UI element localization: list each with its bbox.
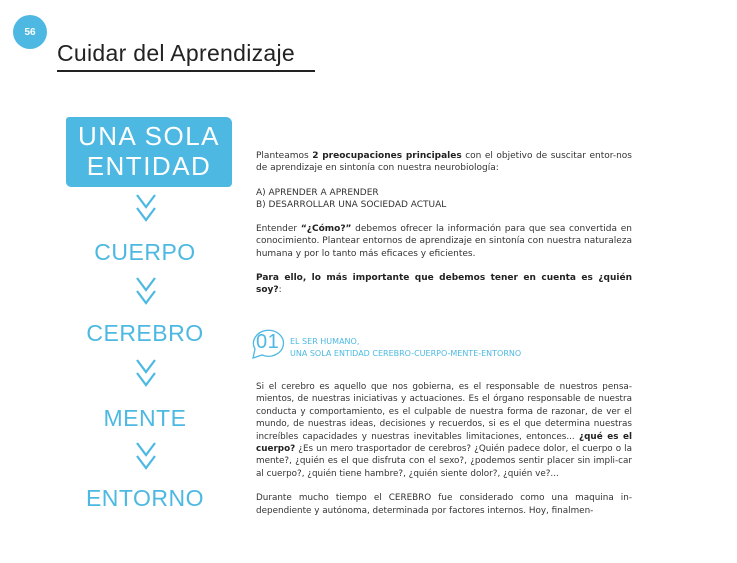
- section-heading: [250, 327, 650, 367]
- list-item-b: B) DESARROLLAR UNA SOCIEDAD ACTUAL: [256, 199, 447, 210]
- body-paragraph: [256, 381, 632, 480]
- text-run: Planteamos: [256, 151, 313, 161]
- double-chevron-icon: [133, 276, 159, 308]
- text-bold: ¿qué es el cuerpo?: [256, 431, 632, 455]
- text-bold: 2 preocupaciones principales: [312, 151, 462, 161]
- intro-paragraph: [256, 150, 632, 175]
- text-run: debemos ofrecer la información para que sea convertida en conocimiento. Plantear entornos de aprendizaje en sintonía con nuestra naturaleza humana y por lo tanto más eficaces y eficientes.: [256, 224, 632, 259]
- body-text: [256, 381, 632, 517]
- page-title: Cuidar del Aprendizaje: [57, 40, 296, 66]
- text-run: :: [278, 285, 282, 296]
- double-chevron-icon: [133, 193, 159, 225]
- text-run: con el objetivo de suscitar entor-nos de aprendizaje en sintonía con nuestra neurobiología:: [256, 151, 633, 174]
- stage-cerebro: CEREBRO: [86, 320, 204, 346]
- text-run: Si el cerebro es aquello que nos gobierna, es el responsable de nuestros pensa-mientos, de nuestras iniciativas y actuaciones. Es el órgano responsable de nuestra conducta y comportamiento, es el culpable de nuestra forma de razonar, de ver el mundo, de nuestras ideas, decisiones y recuerdos, si es el que determina nuestras increíbles capacidades y nuestras inevitables limitaciones, entonces...: [256, 382, 632, 442]
- text-bold: “¿Cómo?”: [300, 224, 352, 235]
- entity-label: [66, 121, 232, 181]
- intro-paragraph: [256, 272, 632, 297]
- text-bold: Para ello, lo más importante que debemos tener en cuenta es ¿quién soy?: [256, 273, 632, 296]
- intro-text: [256, 150, 632, 297]
- entity-label-line2: ENTIDAD: [86, 151, 212, 181]
- body-paragraph: Durante mucho tiempo el CEREBRO fue considerado como una maquina in-dependiente y autónoma, determinada por factores internos. Hoy, finalmen-: [256, 493, 632, 516]
- double-chevron-icon: [133, 441, 159, 473]
- text-run: ¿Es un mero trasportador de cerebros? ¿Quién padece dolor, el cuerpo o la mente?, ¿quién es el que disfruta con el sexo?, ¿podemos sentir placer sin impli-car al cuerpo?, ¿quién tiene hambre?, ¿quién siente dolor?, ¿quién ve?...: [256, 444, 632, 479]
- stage-mente: MENTE: [103, 405, 187, 431]
- entity-label-line1: UNA SOLA: [77, 121, 221, 151]
- stage-cuerpo: CUERPO: [94, 239, 196, 265]
- stage-entorno: ENTORNO: [85, 485, 205, 511]
- section-heading-line1: EL SER HUMANO,: [290, 337, 360, 346]
- section-heading-line2: UNA SOLA ENTIDAD CEREBRO-CUERPO-MENTE-ENTORNO: [290, 349, 522, 358]
- text-run: Entender: [256, 224, 301, 235]
- section-number: 01: [256, 331, 280, 353]
- page-number-badge: 56: [13, 15, 47, 49]
- list-item-a: A) APRENDER A APRENDER: [256, 187, 379, 198]
- double-chevron-icon: [133, 358, 159, 390]
- intro-paragraph: [256, 223, 632, 260]
- title-underline: [57, 70, 315, 72]
